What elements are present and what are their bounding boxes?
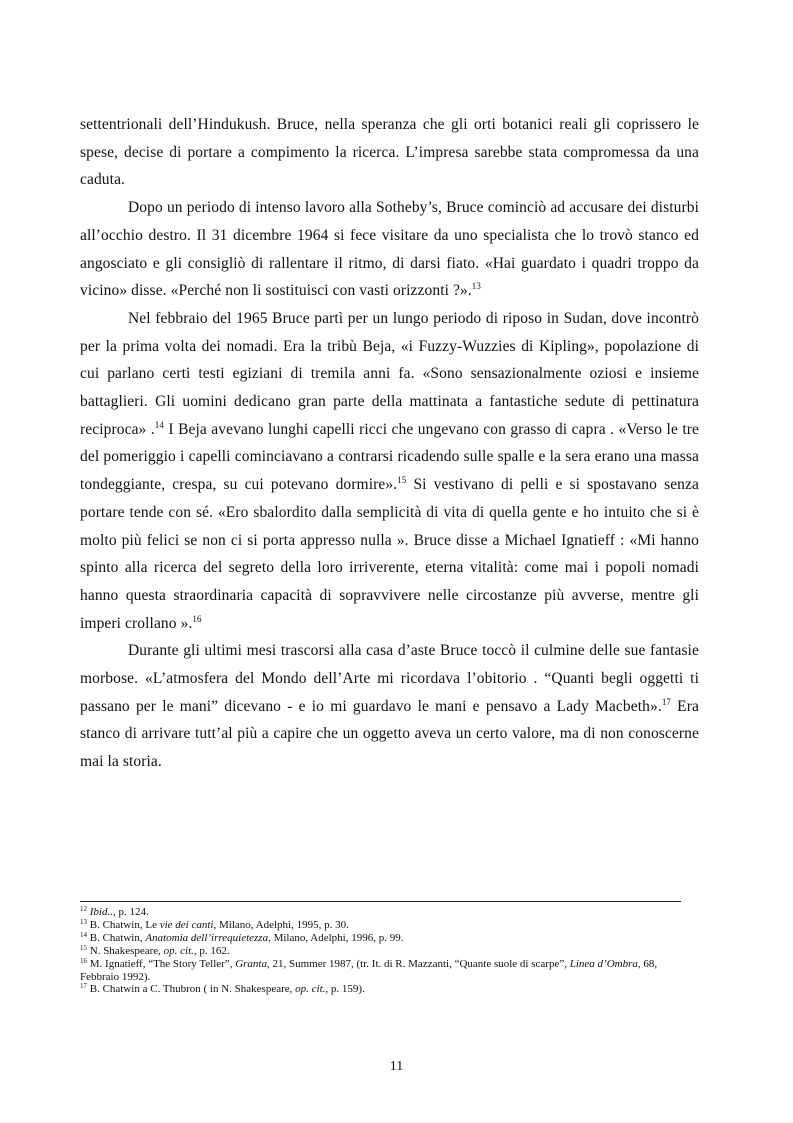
footnote-number: 17 xyxy=(80,982,87,991)
text-run: , Milano, Adelphi, 1995, p. 30. xyxy=(213,918,349,931)
text-run: Nel febbraio del 1965 Bruce partì per un lungo periodo di riposo in Sudan, dove incontrò per la prima volta dei nomadi. Era la tribù Beja, «i Fuzzy-Wuzzies di Kipling», popolazione di cui parlano certi testi egiziani di tremila anni fa. «Sono sensazionalmente oziosi e insieme battaglieri. Gli uomini dedicano gran parte della mattinata a fantastiche sedute di pettinatura reciproca» . xyxy=(80,309,699,438)
footnote-ref: 16 xyxy=(192,613,202,624)
text-run: , Milano, Adelphi, 1996, p. 99. xyxy=(268,931,404,944)
text-run: N. Shakespeare, xyxy=(89,944,164,957)
text-run: , p. 124. xyxy=(112,906,149,918)
footnote xyxy=(80,945,690,958)
paragraph xyxy=(80,305,699,637)
footnote-number: 16 xyxy=(80,956,87,965)
text-run: Era stanco di arrivare tutt’al più a capire che un oggetto aveva un certo valore, ma di non conoscerne mai la storia. xyxy=(80,697,699,771)
body-text xyxy=(80,111,699,776)
text-run: Dopo un periodo di intenso lavoro alla Sotheby’s, Bruce cominciò ad accusare dei disturbi all’occhio destro. Il 31 dicembre 1964 si fece visitare da uno specialista che lo trovò stanco ed angosciato e gli consigliò di rallentare il ritmo, di darsi fiato. «Hai guardato i quadri troppo da vicino» disse. «Perché non li sostituisci con vasti orizzonti ?». xyxy=(80,199,699,300)
footnote xyxy=(80,906,690,919)
text-run: Durante gli ultimi mesi trascorsi alla casa d’aste Bruce toccò il culmine delle sue fantasie morbose. «L’atmosfera del Mondo dell’Arte mi ricordava l’obitorio . “Quanti begli oggetti ti passano per le mani” dicevano - e io mi guardavo le mani e pensavo a Lady Macbeth». xyxy=(80,642,699,715)
text-run: settentrionali dell’Hindukush. Bruce, nella speranza che gli orti botanici reali gli coprissero le spese, decise di portare a compimento la ricerca. L’impresa sarebbe stata compromessa da una caduta. xyxy=(80,116,699,189)
footnote xyxy=(80,983,690,996)
footnote-number: 15 xyxy=(80,943,87,952)
text-run: M. Ignatieff, “The Story Teller”, xyxy=(89,957,236,970)
footnote-number: 12 xyxy=(80,905,87,913)
text-run: B. Chatwin a C. Thubron ( in N. Shakespeare, xyxy=(89,983,296,996)
text-run: Si vestivano di pelli e si spostavano senza portare tende con sé. «Ero sbalordito dalla semplicità di vita di quella gente e ho intuito che si è molto più felici se non ci si porta appresso nulla ». Bruce disse a Michael Ignatieff : «Mi hanno spinto alla ricerca del segreto della loro irriverente, eterna vitalità: come mai i popoli nomadi hanno questa straordinaria capacità di sopravvivere nelle circostanze più avverse, mentre gli imperi crollano ». xyxy=(80,476,699,632)
text-run: B. Chatwin, Le xyxy=(89,918,160,931)
text-run: , p. 159). xyxy=(325,983,365,996)
footnote-ref: 17 xyxy=(661,696,672,707)
text-run: , 68, Febbraio 1992). xyxy=(80,957,658,983)
text-run: B. Chatwin, xyxy=(89,931,146,944)
footnote-ref: 13 xyxy=(471,281,481,292)
footnote xyxy=(80,932,690,945)
italic-text: Linea d’Ombra xyxy=(569,957,638,970)
footnote xyxy=(80,919,690,932)
footnote-number: 14 xyxy=(80,930,87,939)
italic-text: vie dei canti xyxy=(159,918,214,931)
italic-text: Granta xyxy=(235,957,267,970)
footnote-ref: 14 xyxy=(154,419,164,430)
text-run: I Beja avevano lunghi capelli ricci che ungevano con grasso di capra . «Verso le tre del pomeriggio i capelli cominciavano a contrarsi ricadendo sulle spalle e la sera erano una massa tondeggiante, crespa, su cui potevano dormire». xyxy=(80,420,699,494)
footnote-ref: 15 xyxy=(397,475,407,486)
italic-text: op. cit., xyxy=(163,944,197,957)
footnote xyxy=(80,958,690,984)
italic-text: Anatomia dell’irrequietezza xyxy=(145,931,269,944)
italic-text: op. cit. xyxy=(295,983,326,996)
paragraph xyxy=(80,111,699,194)
footnote-number: 13 xyxy=(80,917,87,926)
text-run: , 21, Summer 1987, (tr. It. di R. Mazzanti, “Quante suole di scarpe”, xyxy=(266,957,570,970)
page-number: 11 xyxy=(389,1059,404,1074)
paragraph xyxy=(80,637,699,776)
italic-text: Ibid.. xyxy=(89,906,113,918)
text-run: p. 162. xyxy=(196,944,230,957)
footnote-separator xyxy=(80,901,681,902)
footnotes xyxy=(80,906,690,996)
paragraph xyxy=(80,194,699,305)
